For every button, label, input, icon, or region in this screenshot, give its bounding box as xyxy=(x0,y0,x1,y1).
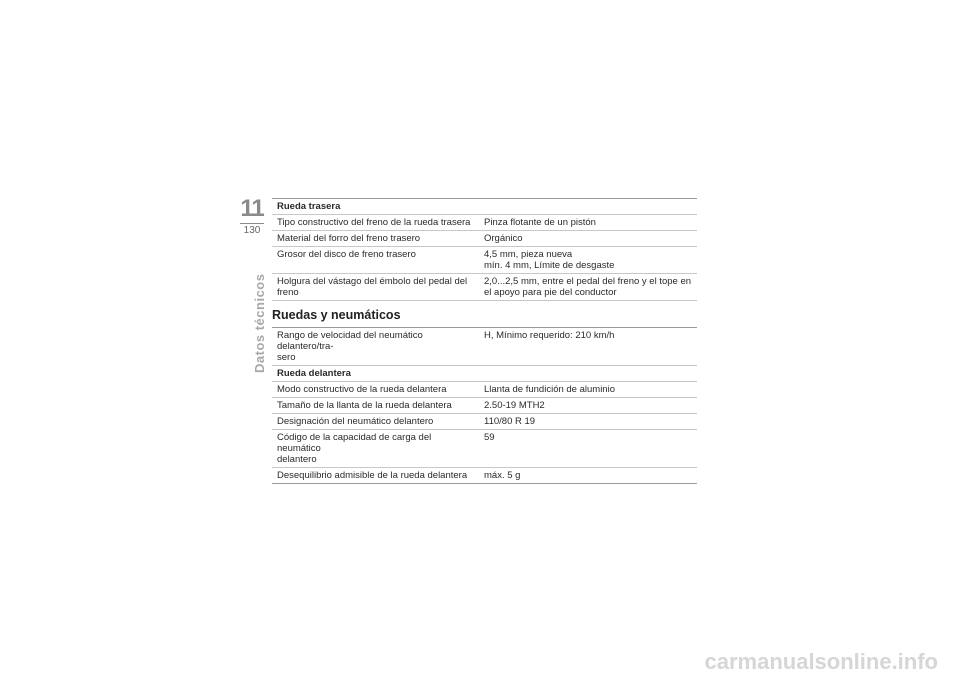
page-number: 130 xyxy=(243,225,261,236)
spec-label: Tipo constructivo del freno de la rueda trasera xyxy=(277,217,471,228)
table-row xyxy=(272,328,697,366)
spec-value: máx. 5 g xyxy=(484,470,521,481)
front-wheel-table xyxy=(272,382,697,484)
spec-label: Grosor del disco de freno trasero xyxy=(277,249,416,260)
spec-label: Tamaño de la llanta de la rueda delantera xyxy=(277,400,452,411)
spec-label: Material del forro del freno trasero xyxy=(277,233,421,244)
table-row xyxy=(272,414,697,430)
spec-label: Designación del neumático delantero xyxy=(277,416,434,427)
spec-value: 4,5 mm, pieza nueva mín. 4 mm, Límite de desgaste xyxy=(484,249,615,271)
spec-label: Desequilibrio admisible de la rueda delantera xyxy=(277,470,468,481)
wheels-tires-heading: Ruedas y neumáticos xyxy=(272,301,697,328)
table-row xyxy=(272,430,697,468)
chapter-divider xyxy=(240,223,264,224)
spec-value: H, Mínimo requerido: 210 km/h xyxy=(484,330,615,341)
spec-value: 2,0...2,5 mm, entre el pedal del freno y el tope en el apoyo para pie del conductor xyxy=(484,276,692,298)
spec-value: Orgánico xyxy=(484,233,523,244)
table-row xyxy=(272,247,697,274)
table-row xyxy=(272,382,697,398)
spec-label: Modo constructivo de la rueda delantera xyxy=(277,384,447,395)
rear-wheel-table xyxy=(272,215,697,301)
wheels-tires-table xyxy=(272,328,697,366)
spec-value: Pinza flotante de un pistón xyxy=(484,217,596,228)
table-row xyxy=(272,468,697,484)
table-row xyxy=(272,215,697,231)
spec-value: 59 xyxy=(484,432,495,443)
front-wheel-heading: Rueda delantera xyxy=(272,366,697,382)
spec-label: Código de la capacidad de carga del neumático delantero xyxy=(277,432,432,465)
rear-wheel-heading: Rueda trasera xyxy=(272,199,697,215)
table-row xyxy=(272,398,697,414)
spec-label: Holgura del vástago del émbolo del pedal del freno xyxy=(277,276,468,298)
table-row xyxy=(272,274,697,301)
spec-content xyxy=(272,198,697,484)
spec-value: 110/80 R 19 xyxy=(484,416,536,427)
spec-value: 2.50-19 MTH2 xyxy=(484,400,545,411)
spec-label: Rango de velocidad del neumático delantero/tra- sero xyxy=(277,330,423,363)
table-row xyxy=(272,231,697,247)
chapter-number: 11 xyxy=(240,195,264,222)
spec-value: Llanta de fundición de aluminio xyxy=(484,384,615,395)
watermark-text: carmanualsonline.info xyxy=(704,649,938,674)
chapter-title: Datos técnicos xyxy=(252,273,267,373)
